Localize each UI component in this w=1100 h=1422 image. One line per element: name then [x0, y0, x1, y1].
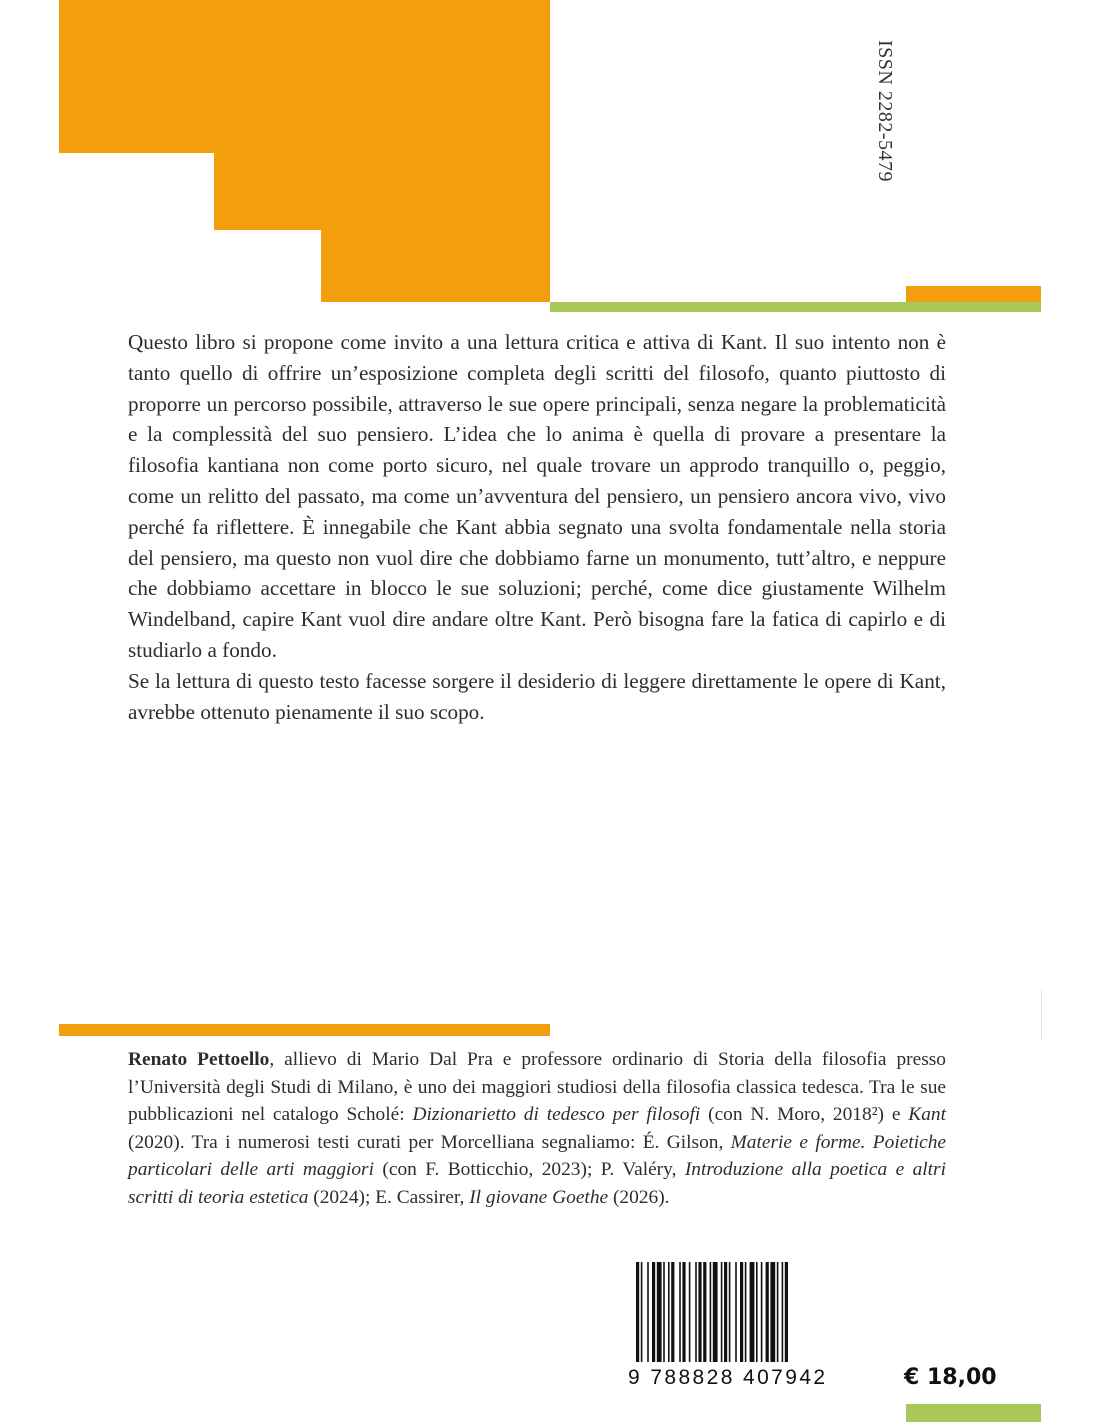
barcode-bar — [652, 1262, 655, 1362]
barcode-bar — [657, 1262, 662, 1362]
back-cover-blurb — [128, 327, 946, 727]
author-name: Renato Pettoello — [128, 1049, 270, 1070]
barcode-bar — [761, 1262, 763, 1362]
barcode-bar — [663, 1262, 665, 1362]
barcode-bar — [740, 1262, 743, 1362]
blurb-paragraph-1: Questo libro si propone come invito a una lettura critica e attiva di Kant. Il suo intento non è tanto quello di offrire un’esposizione completa degli scritti del filosofo, quanto piuttosto di proporre un percorso possibile, attraverso le sue opere principali, senza negare la problematicità e la complessità del suo pensiero. L’idea che lo anima è quella di provare a presentare la filosofia kantiana non come porto sicuro, nel quale trovare un approdo tranquillo o, peggio, come un relitto del passato, ma come un’avventura del pensiero, un pensiero ancora vivo, vivo perché fa riflettere. È innegabile che Kant abbia segnato una svolta fondamentale nella storia del pensiero, ma questo non vuol dire che dobbiamo farne un monumento, tutt’altro, e neppure che dobbiamo accettare in blocco le sue soluzioni; perché, come dice giustamente Wilhelm Windelband, capire Kant vuol dire andare oltre Kant. Però bisogna fare la fatica di capirlo e di studiarlo a fondo. — [128, 330, 946, 662]
barcode-bar — [721, 1262, 723, 1362]
edge-mark — [1041, 990, 1042, 1040]
orange-block-step-3 — [321, 230, 550, 302]
barcode-bar — [671, 1262, 674, 1362]
orange-bar-small — [906, 286, 1041, 302]
barcode-bar — [682, 1262, 685, 1362]
barcode-bar — [777, 1262, 779, 1362]
barcode-bar — [668, 1262, 670, 1362]
barcode-bar — [745, 1262, 747, 1362]
barcode-bar — [735, 1262, 737, 1362]
barcode-bar — [750, 1262, 755, 1362]
barcode-bar — [785, 1262, 788, 1362]
orange-block-step-2 — [214, 153, 550, 230]
barcode-bar — [689, 1262, 691, 1362]
barcode-digits: 9 788828 407942 — [628, 1366, 828, 1389]
barcode-bar — [679, 1262, 681, 1362]
issn-label: ISSN 2282-5479 — [874, 40, 896, 183]
blurb-paragraph-2: Se la lettura di questo testo facesse sorgere il desiderio di leggere direttamente le opere di Kant, avrebbe ottenuto pienamente il suo scopo. — [128, 668, 946, 724]
barcode-bar — [756, 1262, 758, 1362]
barcode-bar — [729, 1262, 731, 1362]
barcode-bar — [698, 1262, 701, 1362]
barcode-bars — [628, 1258, 834, 1364]
author-bio: Renato Pettoello, allievo di Mario Dal Pra e professore ordinario di Storia della filosofia presso l’Università degli Studi di Milano, è uno dei maggiori studiosi della filosofia classica tedesca. Tra le sue pubblicazioni nel catalogo Scholé: Dizionarietto di tedesco per filosofi (con N. Moro, 2018²) e Kant (2020). Tra i numerosi testi curati per Morcelliana segnaliamo: É. Gilson, Materie e forme. Poietiche particolari delle arti maggiori (con F. Botticchio, 2023); P. Valéry, Introduzione alla poetica e altri scritti di teoria estetica (2024); E. Cassirer, Il giovane Goethe (2026). — [128, 1049, 946, 1208]
price-label: € 18,00 — [904, 1365, 997, 1390]
barcode-bar — [770, 1262, 775, 1362]
barcode-bar — [641, 1262, 643, 1362]
barcode-bar — [724, 1262, 727, 1362]
orange-block-top — [59, 0, 550, 75]
orange-block-step-1 — [59, 75, 550, 153]
barcode-bar — [695, 1262, 697, 1362]
barcode-bar — [710, 1262, 712, 1362]
isbn-barcode — [628, 1258, 834, 1400]
green-bar-bottom — [906, 1404, 1041, 1422]
barcode-bar — [766, 1262, 769, 1362]
barcode-bar — [703, 1262, 706, 1362]
green-bar-top — [550, 302, 1041, 312]
barcode-bar — [713, 1262, 718, 1362]
barcode-bar — [782, 1262, 784, 1362]
barcode-bar — [647, 1262, 649, 1362]
barcode-bar — [636, 1262, 639, 1362]
orange-bar-divider — [59, 1024, 550, 1036]
